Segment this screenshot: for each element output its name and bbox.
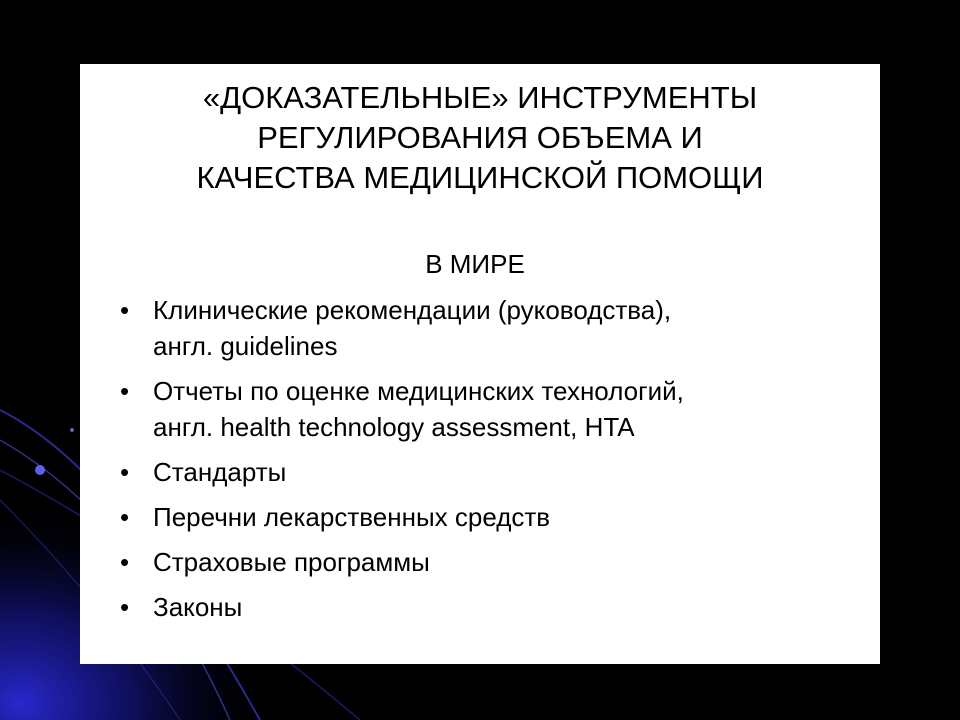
slide-title bbox=[80, 78, 880, 198]
bullet-text: англ. health technology assessment, HTA bbox=[153, 412, 635, 442]
bullet-item bbox=[120, 454, 840, 490]
bullet-text: Отчеты по оценке медицинских технологий, bbox=[153, 376, 684, 406]
bullet-icon: • bbox=[120, 376, 130, 406]
bullet-icon: • bbox=[120, 547, 130, 577]
bullet-item bbox=[120, 544, 840, 580]
bullet-icon: • bbox=[120, 502, 130, 532]
bullet-text: Клинические рекомендации (руководства), bbox=[153, 295, 672, 325]
bullet-item bbox=[120, 292, 840, 364]
bullet-icon: • bbox=[120, 592, 130, 622]
content-panel bbox=[80, 64, 880, 664]
bullet-text: англ. guidelines bbox=[153, 331, 338, 361]
bullet-item bbox=[120, 589, 840, 625]
bullet-item bbox=[120, 373, 840, 445]
bullet-item bbox=[120, 499, 840, 535]
section-subheading: В МИРЕ bbox=[425, 249, 525, 279]
title-line: «ДОКАЗАТЕЛЬНЫЕ» ИНСТРУМЕНТЫ bbox=[202, 80, 758, 115]
bullet-icon: • bbox=[120, 295, 130, 325]
bullet-text: Законы bbox=[153, 592, 243, 622]
bullet-icon: • bbox=[120, 457, 130, 487]
title-line: КАЧЕСТВА МЕДИЦИНСКОЙ ПОМОЩИ bbox=[196, 160, 764, 195]
bullet-list bbox=[120, 292, 840, 634]
title-line: РЕГУЛИРОВАНИЯ ОБЪЕМА И bbox=[257, 120, 703, 155]
bullet-text: Стандарты bbox=[153, 457, 287, 487]
bullet-text: Страховые программы bbox=[153, 547, 430, 577]
bullet-text: Перечни лекарственных средств bbox=[153, 502, 551, 532]
